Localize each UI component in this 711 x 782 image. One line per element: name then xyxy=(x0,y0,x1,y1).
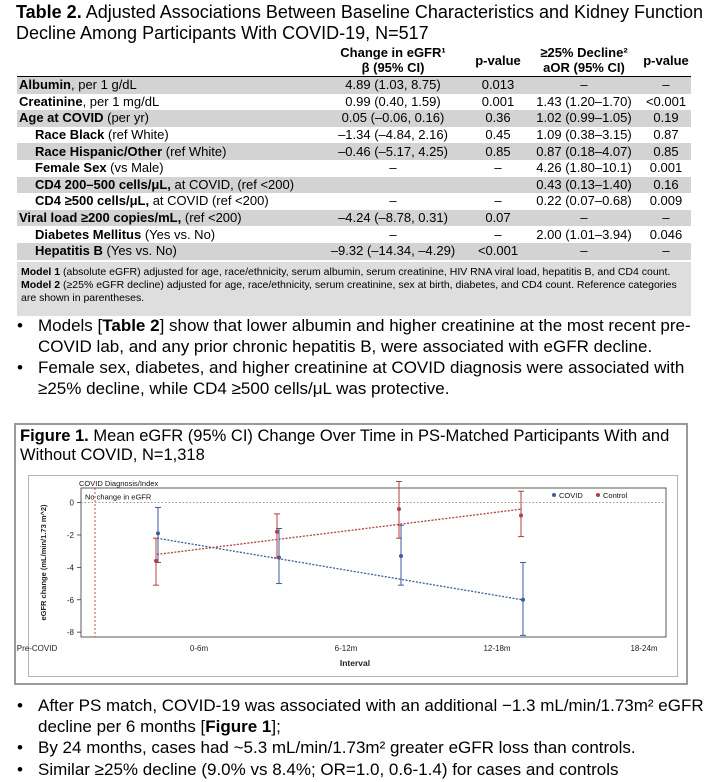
row-label-rest: (vs Male) xyxy=(106,160,164,176)
header-decline: ≥25% Decline² aOR (95% CI) xyxy=(540,45,628,75)
cell-pvalue-2: 0.046 xyxy=(649,226,683,242)
cell-pvalue-2: – xyxy=(641,210,691,227)
cell-pvalue-2: 0.87 xyxy=(653,127,679,143)
cell-pvalue-1 xyxy=(469,177,527,194)
row-label-rest: (ref White) xyxy=(104,127,169,143)
row-label-bold: Age at COVID xyxy=(19,110,104,126)
cell-aor: – xyxy=(527,243,641,260)
cell-beta: –1.34 (–4.84, 2.16) xyxy=(338,127,448,143)
cell-pvalue-1: – xyxy=(494,160,502,176)
row-label-rest: , per 1 g/dL xyxy=(71,77,137,93)
x-tick-label: 6-12m xyxy=(334,644,358,653)
x-tick-label: Pre-COVID xyxy=(16,644,58,653)
cell-pvalue-2: 0.001 xyxy=(649,160,683,176)
footnote-model1-label: Model 1 xyxy=(21,266,61,278)
bullet-ref: Table 2 xyxy=(102,316,160,335)
table2-footnote xyxy=(17,262,691,316)
cell-aor: 0.22 (0.07–0.68) xyxy=(536,193,632,209)
cell-beta: –9.32 (–14.34, –4.29) xyxy=(317,243,469,260)
cell-pvalue-2: 0.85 xyxy=(641,143,691,160)
cell-pvalue-1: 0.45 xyxy=(485,127,511,143)
legend-marker xyxy=(552,493,556,497)
row-label-rest: (Yes vs. No) xyxy=(102,243,177,259)
table2-body xyxy=(17,77,691,260)
row-label xyxy=(17,210,317,227)
list-item: • After PS match, COVID-19 was associated with an additional −1.3 mL/min/1.73m² eGFR decline per 6 months [Figure 1]; xyxy=(17,696,704,736)
footnote-model2-text: (≥25% eGFR decline) adjusted for age, race/ethnicity, serum creatinine, sex at birth, diabetes, and CD4 count. Reference categories are shown in parentheses. xyxy=(21,279,677,304)
cell-aor: 1.09 (0.38–3.15) xyxy=(536,127,632,143)
y-tick-label: 0 xyxy=(69,498,74,508)
cell-beta xyxy=(317,177,469,194)
cell-aor: – xyxy=(527,77,641,94)
row-label-bold: Diabetes Mellitus xyxy=(35,226,142,242)
row-label xyxy=(17,77,317,94)
row-label xyxy=(17,94,317,111)
table-row xyxy=(17,160,691,177)
row-label-rest: (per yr) xyxy=(103,110,150,126)
cell-pvalue-2: 0.16 xyxy=(641,177,691,194)
table-row xyxy=(17,77,691,94)
cell-pvalue-1: 0.85 xyxy=(469,143,527,160)
x-axis-label: Interval xyxy=(339,658,371,668)
cell-pvalue-1: 0.001 xyxy=(481,93,515,109)
footnote-model1-text: (absolute eGFR) adjusted for age, race/ethnicity, serum albumin, serum creatinine, HIV RNA viral load, hepatitis B, and CD4 count. xyxy=(60,266,671,278)
cell-pvalue-2: 0.19 xyxy=(641,110,691,127)
row-label-rest: , per 1 mg/dL xyxy=(82,93,160,109)
figure1-plot-frame xyxy=(16,475,678,677)
cell-pvalue-2: <0.001 xyxy=(645,93,687,109)
cell-aor: 4.26 (1.80–10.1) xyxy=(536,160,632,176)
cell-beta: – xyxy=(389,226,397,242)
row-label-rest: (ref White) xyxy=(162,143,227,159)
cell-aor: 0.43 (0.13–1.40) xyxy=(527,177,641,194)
figure1-chart xyxy=(16,476,677,676)
bullet-dot: • xyxy=(17,759,23,779)
legend-label: COVID xyxy=(559,491,583,500)
list-item: • Similar ≥25% decline (9.0% vs 8.4%; OR=1.0, 0.6-1.4) for cases and controls xyxy=(17,759,619,779)
header-pvalue-1: p-value xyxy=(475,52,521,68)
bullet-ref: Figure 1 xyxy=(205,716,272,736)
row-label-bold: CD4 ≥500 cells/μL, xyxy=(35,193,150,209)
cell-pvalue-1: – xyxy=(494,193,502,209)
table-row xyxy=(17,127,691,144)
cell-pvalue-1: 0.013 xyxy=(469,77,527,94)
bullet-dot: • xyxy=(17,696,23,715)
cell-beta: 0.99 (0.40, 1.59) xyxy=(345,93,441,109)
data-point-covid xyxy=(521,598,525,602)
cell-beta: –0.46 (–5.17, 4.25) xyxy=(317,143,469,160)
x-tick-label: 18-24m xyxy=(630,644,658,653)
figure1-title-text: Mean eGFR (95% CI) Change Over Time in PS-Matched Participants With and Without COVID, N=1,318 xyxy=(20,427,670,464)
cell-beta: 4.89 (1.03, 8.75) xyxy=(317,77,469,94)
figure1-box xyxy=(14,423,688,685)
covid-index-label: COVID Diagnosis/Index xyxy=(79,479,159,488)
cell-pvalue-1: – xyxy=(494,226,502,242)
table-row xyxy=(17,143,691,160)
row-label-rest: at COVID, (ref <200) xyxy=(170,176,295,192)
row-label-bold: Creatinine xyxy=(19,93,83,109)
table-row xyxy=(17,177,691,194)
row-label-bold: Race Hispanic/Other xyxy=(35,143,163,159)
cell-pvalue-2: 0.009 xyxy=(649,193,683,209)
table-row xyxy=(17,193,691,210)
cell-aor: 1.43 (1.20–1.70) xyxy=(536,93,632,109)
row-label xyxy=(17,110,317,127)
bullet-dot: • xyxy=(17,316,23,335)
plot-area xyxy=(81,488,666,637)
bullets-bottom xyxy=(14,696,704,781)
cell-pvalue-2: – xyxy=(641,77,691,94)
data-point-control xyxy=(154,559,158,563)
row-label-bold: Albumin xyxy=(19,77,71,93)
table2-title-text: Adjusted Associations Between Baseline Characteristics and Kidney Function Decline Among Participants With COVID-19, N=517 xyxy=(16,2,704,43)
header-change-egfr: Change in eGFR¹ β (95% CI) xyxy=(340,45,446,75)
data-point-control xyxy=(519,514,523,518)
table-row xyxy=(17,94,691,111)
cell-aor: 0.87 (0.18–4.07) xyxy=(527,143,641,160)
row-label xyxy=(17,177,317,194)
bullet-dot: • xyxy=(17,738,23,757)
data-point-control xyxy=(397,507,401,511)
row-label-rest: (Yes vs. No) xyxy=(141,226,216,242)
table-row xyxy=(17,226,691,243)
row-label-bold: Hepatitis B xyxy=(35,243,103,259)
list-item: • By 24 months, cases had ~5.3 mL/min/1.73m² greater eGFR loss than controls. xyxy=(17,738,636,757)
cell-beta: – xyxy=(389,160,397,176)
row-label xyxy=(17,127,317,144)
cell-beta: 0.05 (–0.06, 0.16) xyxy=(317,110,469,127)
figure1-title xyxy=(20,427,680,465)
cell-beta: –4.24 (–8.78, 0.31) xyxy=(317,210,469,227)
row-label xyxy=(17,193,317,210)
cell-pvalue-1: 0.36 xyxy=(469,110,527,127)
table2-header-row xyxy=(17,44,691,77)
row-label xyxy=(17,143,317,160)
row-label xyxy=(17,226,317,243)
zero-line-label: No change in eGFR xyxy=(85,492,152,502)
header-pvalue-2: p-value xyxy=(643,52,689,68)
bullet-dot: • xyxy=(17,358,23,377)
table2-title-label: Table 2. xyxy=(16,2,82,22)
legend-marker xyxy=(596,493,600,497)
cell-pvalue-1: 0.07 xyxy=(469,210,527,227)
data-point-covid xyxy=(399,554,403,558)
table2-title xyxy=(16,2,706,44)
y-tick-label: -2 xyxy=(66,530,74,540)
row-label-bold: CD4 200–500 cells/μL, xyxy=(35,176,171,192)
figure1-title-label: Figure 1. xyxy=(20,427,89,445)
table2 xyxy=(17,44,691,260)
cell-aor: 1.02 (0.99–1.05) xyxy=(527,110,641,127)
cell-pvalue-2: – xyxy=(641,243,691,260)
cell-aor: 2.00 (1.01–3.94) xyxy=(536,226,632,242)
data-point-covid xyxy=(156,531,160,535)
legend-label: Control xyxy=(603,491,628,500)
x-tick-label: 12-18m xyxy=(483,644,511,653)
y-axis-label: eGFR change (mL/min/1.73 m^2) xyxy=(39,504,48,621)
row-label-rest: at COVID (ref <200) xyxy=(149,193,269,209)
row-label-bold: Female Sex xyxy=(35,160,107,176)
list-item: • Models [Table 2] show that lower albumin and higher creatinine at the most recent pre-COVID lab, and any prior chronic hepatitis B, were associated with eGFR decline. xyxy=(17,316,691,356)
list-item: • Female sex, diabetes, and higher creatinine at COVID diagnosis were associated with ≥25% decline, while CD4 ≥500 cells/μL was protective. xyxy=(17,358,685,398)
header-characteristic xyxy=(17,44,317,77)
cell-beta: – xyxy=(389,193,397,209)
bullets-top xyxy=(14,316,704,400)
y-tick-label: -8 xyxy=(66,628,74,638)
row-label-rest: (ref <200) xyxy=(181,210,242,226)
row-label xyxy=(17,243,317,260)
y-tick-label: -6 xyxy=(66,595,74,605)
row-label-bold: Viral load ≥200 copies/mL, xyxy=(19,210,182,226)
table-row xyxy=(17,243,691,260)
cell-pvalue-1: <0.001 xyxy=(469,243,527,260)
x-tick-label: 0-6m xyxy=(189,644,209,653)
row-label-bold: Race Black xyxy=(35,127,105,143)
footnote-model2-label: Model 2 xyxy=(21,279,61,291)
table-row xyxy=(17,110,691,127)
y-tick-label: -4 xyxy=(66,563,74,573)
row-label xyxy=(17,160,317,177)
data-point-control xyxy=(275,530,279,534)
table-row xyxy=(17,210,691,227)
cell-aor: – xyxy=(527,210,641,227)
